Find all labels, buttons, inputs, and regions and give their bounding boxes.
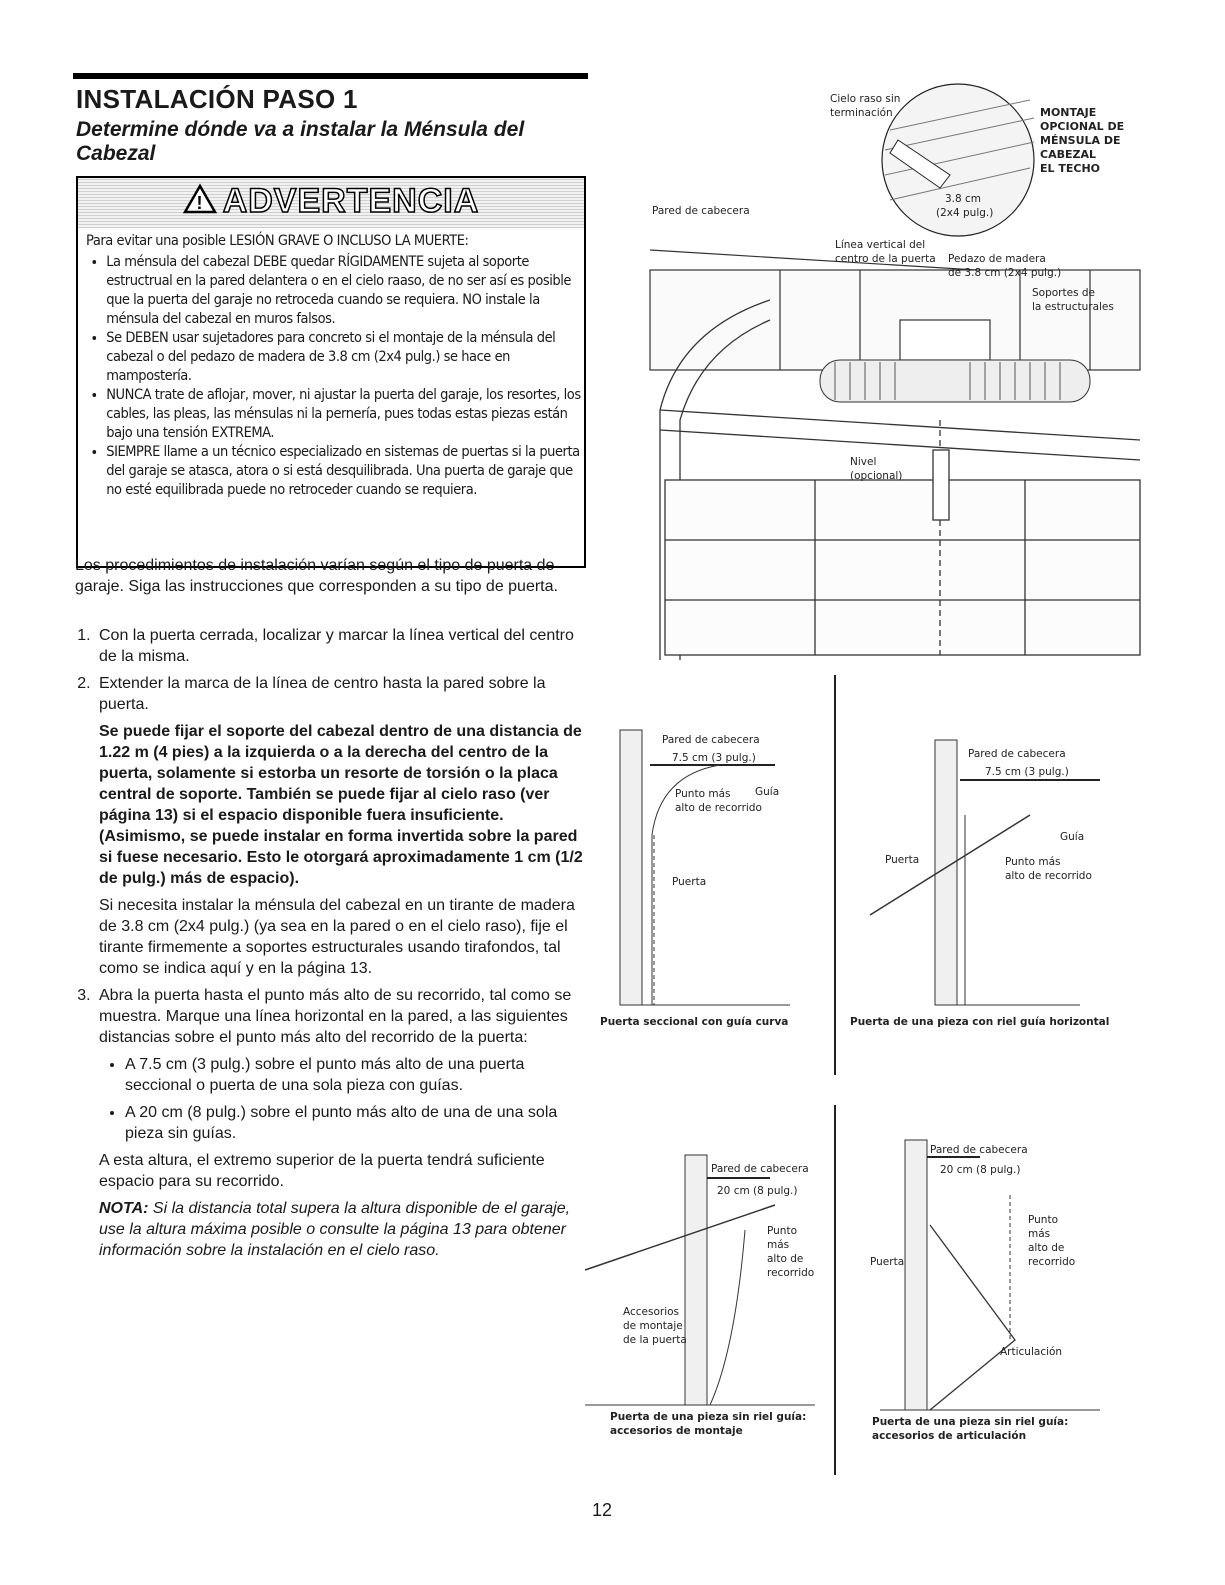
- step-1: [95, 625, 585, 667]
- fig4-articulacion: Articulación: [1000, 1346, 1063, 1358]
- figure-divider: [834, 675, 836, 1075]
- figure-one-piece-articulation: [860, 1135, 1120, 1445]
- step-2: [95, 673, 585, 979]
- step-3-bullet: • A 20 cm (8 pulg.) sobre el punto más alto de una de una sola pieza sin guías.: [125, 1102, 585, 1144]
- label-linea-vertical: Línea vertical del centro de la puerta: [835, 239, 936, 265]
- step-1-text: Con la puerta cerrada, localizar y marcar la línea vertical del centro de la misma.: [99, 627, 574, 665]
- fig3-caption: Puerta de una pieza sin riel guía: accesorios de montaje: [610, 1411, 807, 1437]
- fig4-dist: 20 cm (8 pulg.): [940, 1164, 1021, 1176]
- intro-paragraph: Los procedimientos de instalación varían según el tipo de puerta de garaje. Siga las instrucciones que corresponden a su tipo de puerta.: [75, 557, 558, 595]
- figure-divider: [834, 1105, 836, 1475]
- warning-header: [78, 178, 584, 228]
- fig3-punto: Punto más alto de recorrido: [767, 1225, 815, 1279]
- fig4-caption: Puerta de una pieza sin riel guía: accesorios de articulación: [872, 1416, 1069, 1442]
- warning-item: • SIEMPRE llame a un técnico especializado en sistemas de puertas si la puerta del garaje se atasca, atora o si está desquilibrada. Una puerta de garaje que no esté equilibrada puede no retroceder cuando se requiera.: [106, 443, 583, 500]
- fig1-puerta: Puerta: [672, 876, 707, 888]
- steps-list: [75, 625, 585, 1267]
- note-label: NOTA:: [99, 1200, 149, 1217]
- fig1-pared: Pared de cabecera: [662, 734, 760, 746]
- label-montaje: MONTAJE OPCIONAL DE MÉNSULA DE CABEZAL EL TECHO: [1040, 106, 1125, 175]
- label-nivel: Nivel (opcional): [850, 456, 903, 482]
- warning-body: [86, 232, 583, 500]
- step-3: [95, 985, 585, 1261]
- page-title: INSTALACIÓN PASO 1: [76, 84, 358, 114]
- svg-text:!: !: [196, 192, 204, 213]
- warning-item: • La ménsula del cabezal DEBE quedar RÍGIDAMENTE sujeta al soporte estructrual en la pared delantera o en el cielo raaso, de no ser así es posible que la puerta del garaje no retroceda cuando se requiera. NO instale la ménsula del cabezal en muros falsos.: [106, 253, 583, 329]
- fig3-dist: 20 cm (8 pulg.): [717, 1185, 798, 1197]
- figure-sectional-curved: [590, 725, 830, 1028]
- label-pedazo: Pedazo de madera de 3.8 cm (2x4 pulg.): [948, 253, 1062, 279]
- note: [99, 1198, 585, 1261]
- warning-triangle-icon: [183, 184, 217, 223]
- fig2-guia: Guía: [1060, 831, 1085, 843]
- fig3-accesorios: Accesorios de montaje de la puerta: [623, 1306, 687, 1346]
- fig3-pared: Pared de cabecera: [711, 1163, 809, 1175]
- fig1-dist: 7.5 cm (3 pulg.): [672, 752, 756, 764]
- fig2-puerta: Puerta: [885, 854, 920, 866]
- note-text: Si la distancia total supera la altura disponible de el garaje, use la altura máxima posible o consulte la página 13 para obtener información sobre la instalación en el cielo raso.: [99, 1200, 571, 1259]
- fig4-puerta: Puerta: [870, 1256, 905, 1268]
- fig4-pared: Pared de cabecera: [930, 1144, 1028, 1156]
- page-number: 12: [592, 1500, 613, 1520]
- label-soportes: Soportes de la estructurales: [1032, 287, 1114, 313]
- label-pared-cabecera: Pared de cabecera: [652, 205, 750, 217]
- fig1-caption: Puerta seccional con guía curva: [600, 1016, 789, 1028]
- warning-box: [76, 176, 586, 568]
- step-2-bold-note: Se puede fijar el soporte del cabezal dentro de una distancia de 1.22 m (4 pies) a la izquierda o a la derecha del centro de la puerta, solamente si estorba un resorte de torsión o la placa central de soporte. También se puede fijar al cielo raso (ver página 13) si el espacio disponible fuera insuficiente. (Asimismo, se puede instalar en forma invertida sobre la pared si fuese necesario. Esto le otorgará aproximadamente 1 cm (1/2 de pulg.) más de espacio).: [99, 723, 583, 887]
- fig1-punto: Punto más alto de recorrido: [675, 788, 762, 814]
- fig2-caption: Puerta de una pieza con riel guía horizontal: [850, 1016, 1110, 1028]
- figure-one-piece-mounting: [585, 1150, 825, 1440]
- page-subtitle: Determine dónde va a instalar la Ménsula del Cabezal: [76, 118, 525, 165]
- step-3-bullet: • A 7.5 cm (3 pulg.) sobre el punto más alto de una puerta seccional o puerta de una sola pieza con guías.: [125, 1054, 585, 1096]
- header-rule: [73, 73, 588, 79]
- figure-one-piece-horizontal: [850, 735, 1110, 1035]
- fig1-guia: Guía: [755, 786, 780, 798]
- fig4-punto: Punto más alto de recorrido: [1028, 1214, 1076, 1268]
- warning-lead: Para evitar una posible LESIÓN GRAVE O INCLUSO LA MUERTE:: [86, 233, 469, 249]
- warning-item: • NUNCA trate de aflojar, mover, ni ajustar la puerta del garaje, los resortes, los cables, las pleas, las ménsulas ni la pernería, pues todas estas piezas están bajo una tensión EXTREMA.: [106, 386, 583, 443]
- warning-word: ADVERTENCIA: [222, 182, 480, 220]
- step-2-text: Extender la marca de la línea de centro hasta la pared sobre la puerta.: [99, 675, 546, 713]
- step-2-extra: Si necesita instalar la ménsula del cabezal en un tirante de madera de 3.8 cm (2x4 pulg.) (ya sea en la pared o en el cielo raso), fije el tirante firmemente a soportes estructurales usando tirafondos, tal como se indica aquí y en la página 13.: [99, 897, 575, 977]
- fig2-dist: 7.5 cm (3 pulg.): [985, 766, 1069, 778]
- garage-door-diagram: [640, 80, 1140, 660]
- fig2-pared: Pared de cabecera: [968, 748, 1066, 760]
- step-3-after: A esta altura, el extremo superior de la puerta tendrá suficiente espacio para su recorrido.: [99, 1152, 545, 1190]
- fig2-punto: Punto más alto de recorrido: [1005, 856, 1092, 882]
- warning-item: • Se DEBEN usar sujetadores para concreto si el montaje de la ménsula del cabezal o del pedazo de madera de 3.8 cm (2x4 pulg.) se hace en mampostería.: [106, 329, 583, 386]
- label-dim: 3.8 cm (2x4 pulg.): [936, 193, 994, 219]
- label-cielo: Cielo raso sin terminación: [830, 93, 901, 119]
- torsion-spring: [820, 360, 1090, 402]
- step-3-text: Abra la puerta hasta el punto más alto de su recorrido, tal como se muestra. Marque una línea horizontal en la pared, a las siguientes distancias sobre el punto más alto del recorrido de la puerta:: [99, 987, 572, 1046]
